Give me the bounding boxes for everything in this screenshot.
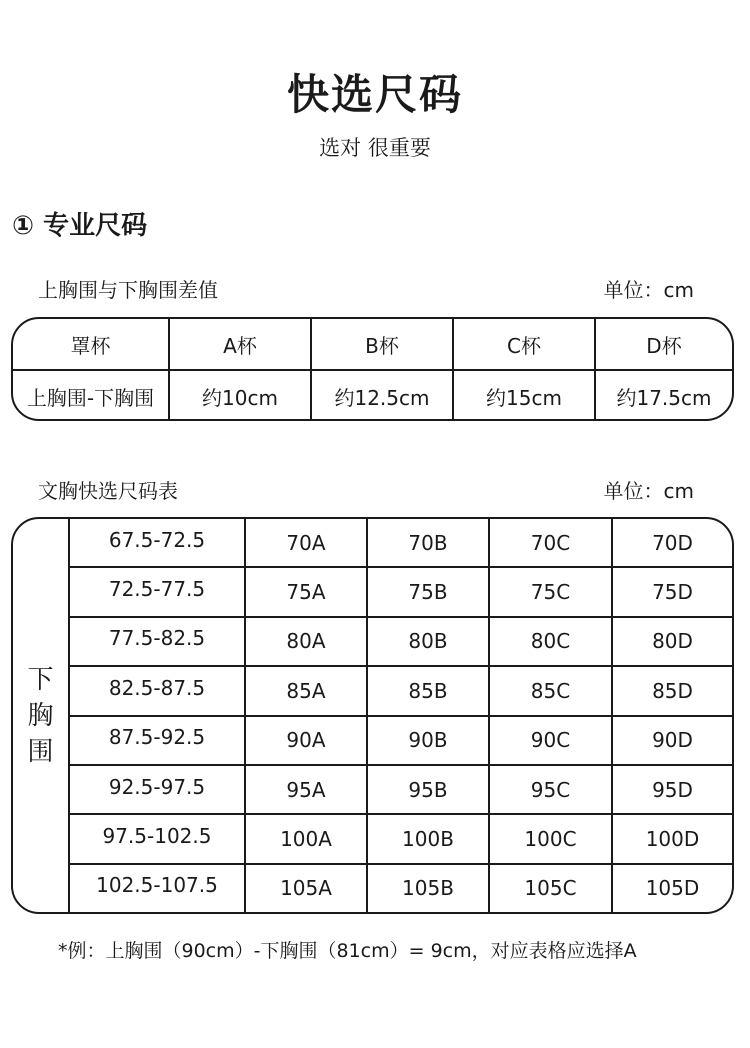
table-row [70,616,732,665]
size-cell: 75C [488,568,611,615]
range-cell: 87.5-92.5 [108,725,206,750]
table-cell: 约15cm [452,371,594,421]
range-cell: 102.5-107.5 [96,873,218,898]
size-cell: 75A [244,568,366,615]
side-label-char: 围 [27,736,54,767]
table-row [70,566,732,615]
size-cell: 70B [366,519,488,566]
table-row [70,715,732,764]
size-cell: 105C [488,865,611,912]
table-header-cell: A杯 [168,319,310,369]
size-cell: 90B [366,717,488,764]
table-cell: 上胸围-下胸围 [26,385,155,410]
size-cell: 95B [366,766,488,813]
cup-difference-table [11,317,734,421]
side-label-char: 胸 [27,700,54,731]
size-cell: 100A [244,815,366,862]
size-cell: 75B [366,568,488,615]
size-cell: 70A [244,519,366,566]
size-cell: 80B [366,618,488,665]
range-cell: 77.5-82.5 [108,626,206,651]
side-label-char: 下 [27,664,54,695]
size-cell: 70D [611,519,732,566]
cup-table-caption: 上胸围与下胸围差值 [38,278,218,302]
size-cell: 90D [611,717,732,764]
table-row [70,519,732,566]
cup-table-unit: 单位：cm [603,278,694,302]
size-cell: 80A [244,618,366,665]
size-cell: 80C [488,618,611,665]
size-cell: 85B [366,667,488,714]
table-header-cell: B杯 [310,319,452,369]
page-subtitle: 选对 很重要 [319,136,431,160]
size-cell: 85D [611,667,732,714]
size-cell: 85A [244,667,366,714]
cup-table-value-row [13,369,732,421]
page-title: 快选尺码 [286,70,463,119]
cup-table-header-row [13,319,732,369]
table-cell: 约17.5cm [594,371,732,421]
range-cell: 72.5-77.5 [108,577,206,602]
size-table-unit: 单位：cm [603,479,694,503]
size-cell: 75D [611,568,732,615]
table-row [70,665,732,714]
range-cell: 67.5-72.5 [108,527,206,552]
section-heading: ① 专业尺码 [12,211,148,241]
size-cell: 80D [611,618,732,665]
size-cell: 100D [611,815,732,862]
size-cell: 105D [611,865,732,912]
size-table-caption: 文胸快选尺码表 [38,479,178,503]
size-cell: 100C [488,815,611,862]
size-cell: 105B [366,865,488,912]
range-cell: 92.5-97.5 [108,774,206,799]
table-header-cell: 罩杯 [70,333,111,358]
size-cell: 95A [244,766,366,813]
table-row [70,764,732,813]
underbust-side-label [13,519,70,912]
table-row [70,813,732,862]
table-row [70,863,732,912]
size-cell: 100B [366,815,488,862]
size-cell: 95C [488,766,611,813]
bra-size-table [11,517,734,914]
size-grid [70,519,732,912]
size-cell: 70C [488,519,611,566]
table-header-cell: C杯 [452,319,594,369]
range-cell: 82.5-87.5 [108,675,206,700]
size-cell: 90A [244,717,366,764]
size-cell: 85C [488,667,611,714]
size-cell: 105A [244,865,366,912]
table-header-cell: D杯 [594,319,732,369]
table-cell: 约10cm [168,371,310,421]
size-cell: 90C [488,717,611,764]
range-cell: 97.5-102.5 [102,823,212,848]
table-cell: 约12.5cm [310,371,452,421]
size-cell: 95D [611,766,732,813]
example-note: *例：上胸围（90cm）-下胸围（81cm）= 9cm，对应表格应选择A [58,940,637,962]
